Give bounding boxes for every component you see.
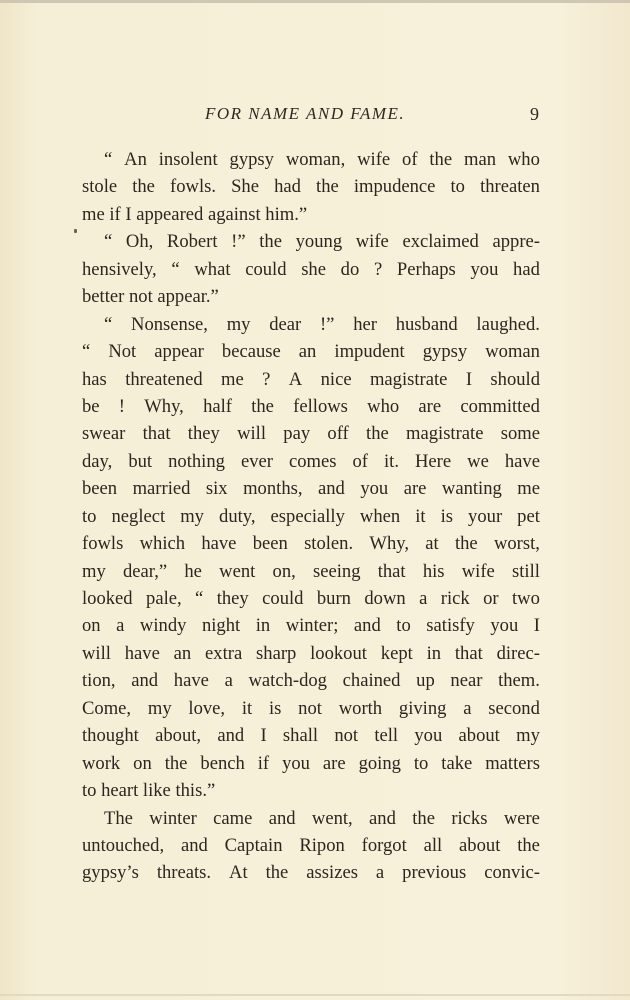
text-line: fowls which have been stolen. Why, at the worst, (82, 533, 540, 555)
text-line: “ Not appear because an impudent gypsy woman (82, 341, 540, 363)
text-line: stole the fowls. She had the impudence to threaten (82, 176, 540, 198)
text-line: work on the bench if you are going to take matters (82, 752, 540, 774)
text-line: “ Nonsense, my dear !” her husband laughed. (104, 313, 540, 335)
bottom-edge-rule (0, 994, 630, 996)
body-text (82, 146, 540, 887)
text-line: The winter came and went, and the ricks were (104, 807, 540, 829)
text-line: tion, and have a watch-dog chained up near them. (82, 670, 540, 692)
text-line: been married six months, and you are wanting me (82, 478, 540, 500)
text-line: to heart like this.” (82, 780, 216, 802)
text-line: gypsy’s threats. At the assizes a previous convic- (82, 862, 540, 884)
text-line: better not appear.” (82, 286, 219, 308)
text-line: looked pale, “ they could burn down a rick or two (82, 588, 540, 609)
text-line: untouched, and Captain Ripon forgot all about the (82, 834, 540, 856)
top-edge-rule (0, 0, 630, 3)
text-line: be ! Why, half the fellows who are committed (82, 395, 540, 417)
running-title: FOR NAME AND FAME. (205, 104, 406, 123)
text-line: hensively, “ what could she do ? Perhaps you had (82, 258, 540, 280)
text-line: “ An insolent gypsy woman, wife of the man who (104, 149, 540, 170)
text-line: “ Oh, Robert !” the young wife exclaimed appre- (104, 231, 540, 253)
text-line: has threatened me ? A nice magistrate I should (82, 368, 540, 390)
text-line: thought about, and I shall not tell you about my (82, 725, 540, 747)
text-line: my dear,” he went on, seeing that his wife still (82, 560, 540, 582)
text-line: swear that they will pay off the magistrate some (82, 423, 540, 445)
text-line: on a windy night in winter; and to satisfy you I (82, 615, 540, 637)
page-number: 9 (530, 104, 539, 124)
text-line: day, but nothing ever comes of it. Here we have (82, 450, 540, 472)
text-line: to neglect my duty, especially when it is your pet (82, 505, 540, 527)
text-line: me if I appeared against him.” (82, 203, 308, 225)
text-line: will have an extra sharp lookout kept in that direc- (82, 642, 540, 664)
ink-speck (74, 229, 77, 233)
text-line: Come, my love, it is not worth giving a second (82, 697, 540, 719)
